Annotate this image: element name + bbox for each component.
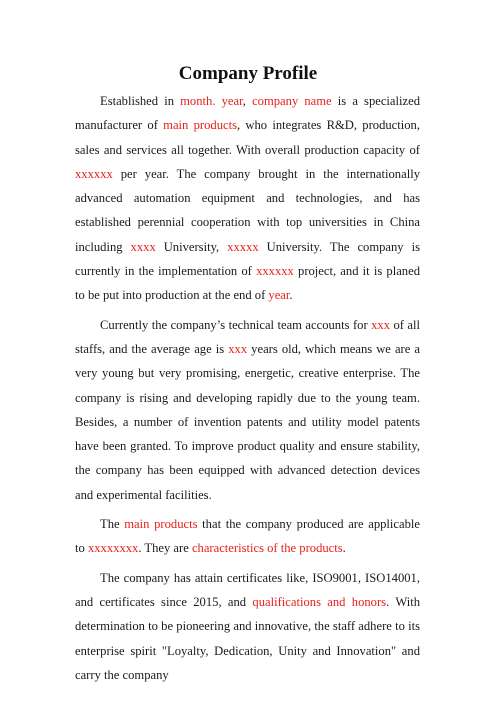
placeholder-product-characteristics: characteristics of the products <box>191 541 343 556</box>
text-segment: is a specialized manufacturer of <box>75 94 420 133</box>
text-segment: per year. The company brought in the internationally advanced automation equipment and technologies, and has established perennial cooperation with top universities in China including <box>75 166 420 254</box>
document-body <box>75 89 420 692</box>
placeholder-project: xxxxxx <box>256 264 294 279</box>
placeholder-capacity: xxxxxx <box>75 166 113 181</box>
placeholder-year: year <box>268 288 290 303</box>
placeholder-team-ratio: xxx <box>371 317 390 332</box>
text-segment: University, <box>155 239 228 254</box>
text-segment: Currently the company’s technical team accounts for <box>100 317 372 332</box>
text-segment: , <box>242 94 253 108</box>
placeholder-university-1: xxxx <box>130 239 156 254</box>
paragraph-products <box>75 512 420 561</box>
placeholder-establish-date: month. year <box>180 94 243 108</box>
placeholder-average-age: xxx <box>228 341 248 356</box>
text-segment: . With determination to be pioneering and innovative, the staff adhere to its enterprise spirit "Loyalty, Dedication, Unity and Innovation" and carry the company <box>75 594 420 682</box>
text-segment: , who integrates R&D, production, sales and services all together. With overall production capacity of <box>75 118 420 157</box>
text-segment: Established in <box>100 94 181 108</box>
page-title: Company Profile <box>178 63 318 84</box>
text-segment: . They are <box>138 541 192 556</box>
text-segment: University. The company is currently in the implementation of <box>75 239 420 279</box>
paragraph-team <box>75 313 420 507</box>
placeholder-qualifications: qualifications and honors <box>252 594 387 609</box>
paragraph-certificates <box>75 566 420 687</box>
text-segment: . <box>342 541 346 556</box>
text-segment: . <box>289 288 293 303</box>
text-segment: of all staffs, and the average age is <box>75 317 420 356</box>
placeholder-main-products: main products <box>124 517 198 532</box>
text-segment: years old, which means we are a very young but very promising, energetic, creative enterprise. The company is rising and developing rapidly due to the young team. Besides, a number of invention patents and utility model patents have been granted. To improve product quality and ensure stability, the company has been equipped with advanced detection devices and experimental facilities. <box>75 341 421 502</box>
text-segment: The <box>100 517 125 532</box>
text-segment: project, and it is planed to be put into production at the end of <box>75 264 420 303</box>
placeholder-applications: xxxxxxxx <box>87 541 139 556</box>
text-segment: The company has attain certificates like, ISO9001, ISO14001, and certificates since 2015, and <box>75 570 420 609</box>
placeholder-main-products: main products <box>163 118 237 133</box>
paragraph-intro <box>75 89 420 308</box>
text-segment: that the company produced are applicable to <box>75 517 420 556</box>
placeholder-company-name: company name <box>252 94 332 108</box>
placeholder-university-2: xxxxx <box>227 239 259 254</box>
